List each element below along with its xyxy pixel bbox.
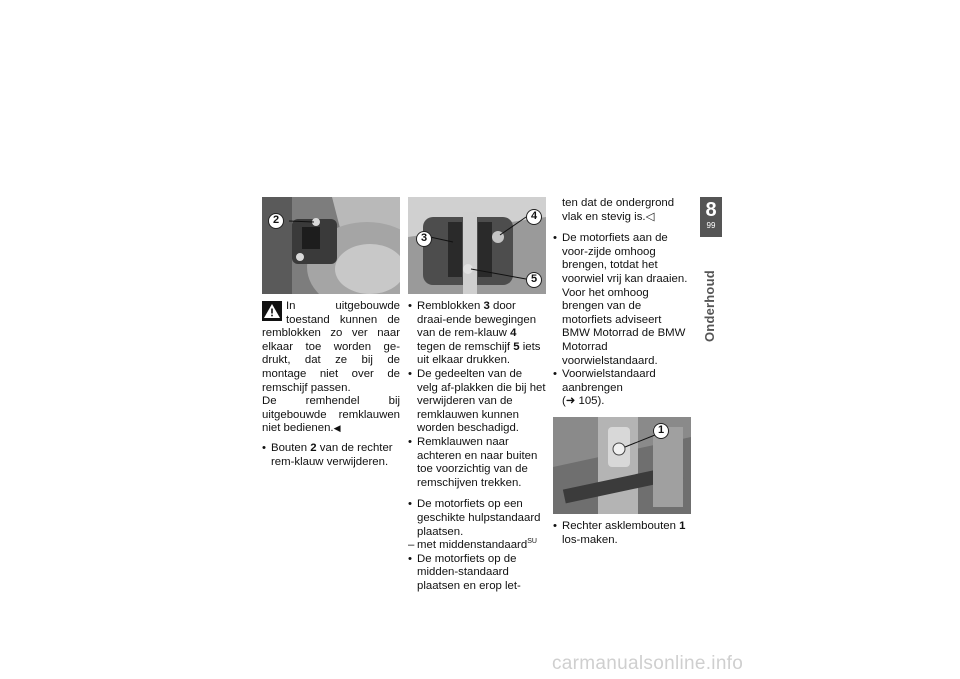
warning-text-1: In uitgebouwde toestand kunnen de remblokken zo ver naar elkaar toe worden ge-drukt, dat ze bij de montage niet over de remschijf passen. bbox=[262, 300, 400, 394]
steps-list bbox=[553, 232, 691, 409]
axle-clamp-illustration bbox=[553, 417, 691, 514]
list-item: • De gedeelten van de velg af-plakken die bij het verwijderen van de remklauwen kunnen worden beschadigd. bbox=[408, 368, 546, 436]
optional-equipment-badge: SU bbox=[527, 538, 537, 546]
end-of-warning-icon: ◀ bbox=[333, 423, 341, 434]
steps-list bbox=[553, 520, 691, 547]
brake-caliper-illustration bbox=[262, 197, 400, 294]
steps-list bbox=[408, 300, 546, 593]
chapter-number: 8 bbox=[705, 199, 717, 221]
list-item: • De motorfiets aan de voor-zijde omhoog brengen, totdat het voorwiel vrij kan draaien. Voor het omhoog brengen van de motorfiets adviseert BMW Motorrad de BMW Motorrad voorwielstandaard. bbox=[553, 232, 691, 368]
warning-icon bbox=[262, 301, 282, 321]
brake-caliper-photo bbox=[262, 197, 400, 294]
callout-5: 5 bbox=[526, 272, 542, 288]
warning-text-2: De remhendel bij uitgebouwde remklauwen niet bedienen. bbox=[262, 395, 400, 435]
callout-1: 1 bbox=[653, 423, 669, 439]
callout-4: 4 bbox=[526, 209, 542, 225]
column-1 bbox=[262, 197, 400, 469]
list-item: • Remblokken 3 door draai-ende bewegingen van de rem-klauw 4 tegen de remschijf 5 iets uit elkaar drukken. bbox=[408, 300, 546, 368]
column-2 bbox=[408, 197, 546, 593]
warning-block bbox=[262, 300, 400, 436]
list-item: • De motorfiets op een geschikte hulpstandaard plaatsen. bbox=[408, 498, 546, 539]
callout-2: 2 bbox=[268, 213, 284, 229]
list-item: • Bouten 2 van de rechter rem-klauw verwijderen. bbox=[262, 442, 400, 469]
watermark: carmanualsonline.info bbox=[552, 653, 744, 674]
list-item: • Voorwielstandaard aanbrengen (➜ 105). bbox=[553, 368, 691, 409]
list-item-dash: – met middenstandaard$^{SU}$ bbox=[408, 539, 546, 553]
brake-pad-photo bbox=[408, 197, 546, 294]
axle-clamp-photo bbox=[553, 417, 691, 514]
chapter-tab bbox=[700, 197, 722, 237]
continued-text: ten dat de ondergrond vlak en stevig is.◁ bbox=[562, 197, 675, 223]
steps-list bbox=[262, 442, 400, 469]
section-title-text: Onderhoud bbox=[702, 270, 717, 342]
end-of-step-icon: ◁ bbox=[645, 210, 655, 223]
list-item: • Remklauwen naar achteren en naar buiten toe voorzichtig van de remschijven trekken. bbox=[408, 436, 546, 490]
page-reference: (➜ 105). bbox=[562, 395, 605, 408]
column-3 bbox=[553, 197, 691, 547]
list-item: • Rechter asklembouten 1 los-maken. bbox=[553, 520, 691, 547]
callout-3: 3 bbox=[416, 231, 432, 247]
warning-text bbox=[262, 300, 400, 436]
page-number: 99 bbox=[706, 221, 716, 230]
list-item: • De motorfiets op de midden-standaard plaatsen en erop let- bbox=[408, 553, 546, 594]
